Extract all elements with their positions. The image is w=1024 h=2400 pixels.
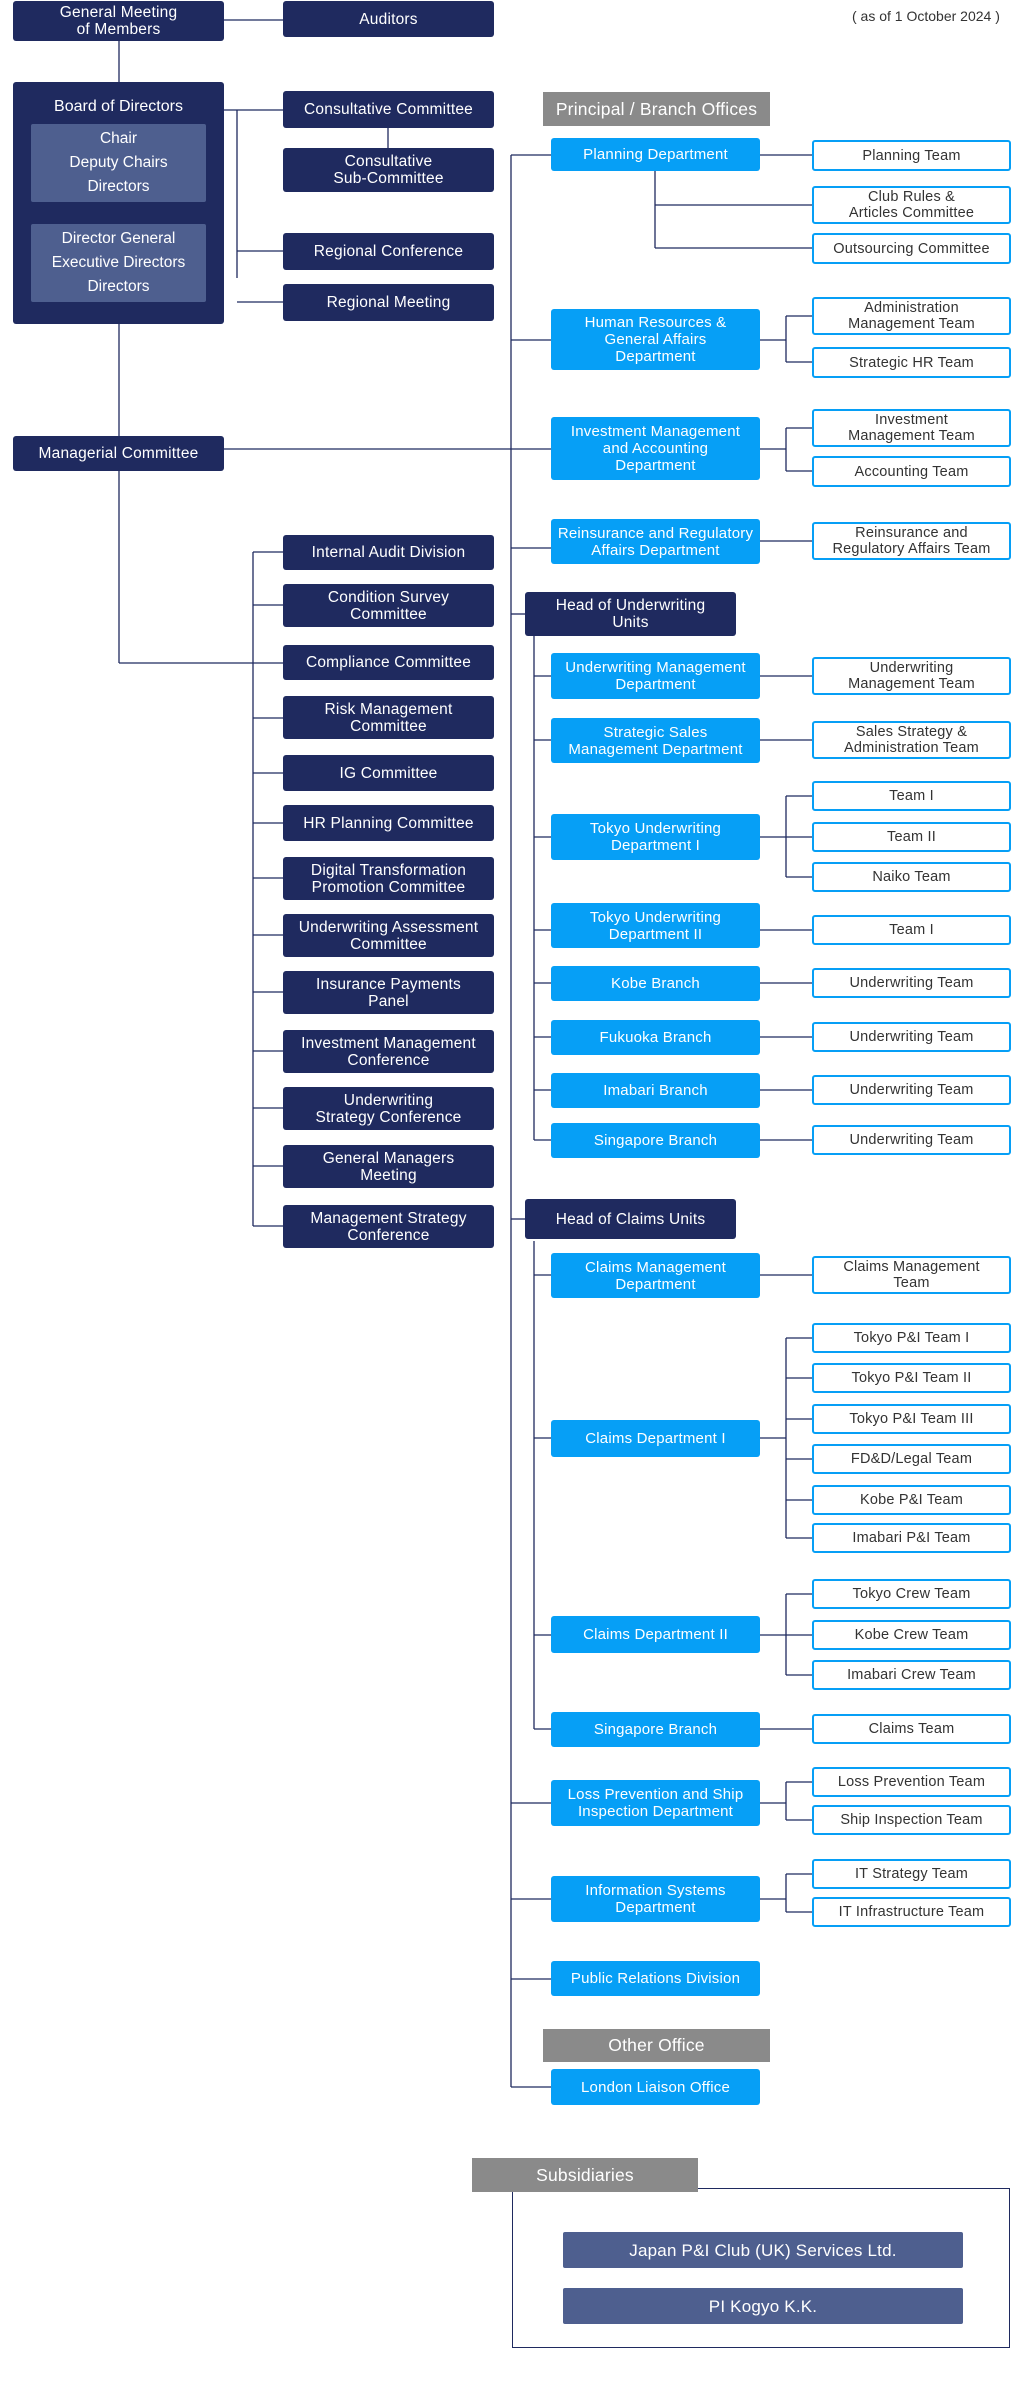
team-box: Loss Prevention Team [812,1767,1011,1797]
left-unit-box: IG Committee [283,755,494,791]
fukuoka-branch-box: Fukuoka Branch [551,1020,760,1055]
as-of-date: ( as of 1 October 2024 ) [852,8,1000,24]
auditors-box: Auditors [283,1,494,37]
team-box: Underwriting Team [812,1075,1011,1105]
team-box: FD&D/Legal Team [812,1444,1011,1474]
managerial-committee-box: Managerial Committee [13,436,224,471]
left-unit-box: Investment Management Conference [283,1030,494,1073]
singapore-branch-claims-box: Singapore Branch [551,1712,760,1747]
team-box: Imabari P&I Team [812,1523,1011,1553]
consultative-committee-box: Consultative Committee [283,91,494,128]
london-liaison-office-box: London Liaison Office [551,2069,760,2105]
left-unit-box: Internal Audit Division [283,535,494,570]
team-box: Investment Management Team [812,409,1011,447]
left-unit-box: Condition Survey Committee [283,584,494,627]
left-unit-box: Insurance Payments Panel [283,971,494,1014]
hr-general-affairs-department-box: Human Resources & General Affairs Department [551,309,760,370]
reinsurance-regulatory-department-box: Reinsurance and Regulatory Affairs Department [551,519,760,564]
strategic-sales-department-box: Strategic Sales Management Department [551,718,760,763]
regional-conference-box: Regional Conference [283,233,494,270]
team-box: Kobe P&I Team [812,1485,1011,1515]
team-box: Sales Strategy & Administration Team [812,721,1011,759]
team-box: Claims Management Team [812,1256,1011,1294]
subsidiaries-frame [512,2188,1010,2348]
team-box: Underwriting Team [812,968,1011,998]
team-box: Imabari Crew Team [812,1660,1011,1690]
left-unit-box: General Managers Meeting [283,1145,494,1188]
team-box: Team II [812,822,1011,852]
left-unit-box: Compliance Committee [283,645,494,680]
team-box: Kobe Crew Team [812,1620,1011,1650]
subsidiary-box: PI Kogyo K.K. [563,2288,963,2324]
executive-members-group: Director General Executive Directors Directors [31,224,206,302]
claims-department-2-box: Claims Department II [551,1616,760,1653]
team-box: Ship Inspection Team [812,1805,1011,1835]
consultative-sub-committee-box: Consultative Sub-Committee [283,148,494,192]
subsidiary-box: Japan P&I Club (UK) Services Ltd. [563,2232,963,2268]
team-box: Strategic HR Team [812,347,1011,378]
other-office-header: Other Office [543,2029,770,2062]
team-box: Underwriting Management Team [812,657,1011,695]
team-box: Claims Team [812,1714,1011,1744]
team-box: Naiko Team [812,862,1011,892]
team-box: Tokyo P&I Team II [812,1363,1011,1393]
board-members-group: Chair Deputy Chairs Directors [31,124,206,202]
team-box: Club Rules & Articles Committee [812,186,1011,224]
left-unit-box: Underwriting Assessment Committee [283,914,494,957]
underwriting-management-department-box: Underwriting Management Department [551,653,760,699]
subsidiaries-header: Subsidiaries [472,2158,698,2192]
left-unit-box: HR Planning Committee [283,805,494,841]
information-systems-department-box: Information Systems Department [551,1876,760,1922]
principal-branch-offices-header: Principal / Branch Offices [543,92,770,126]
team-box: Team I [812,781,1011,811]
team-box: Underwriting Team [812,1022,1011,1052]
team-box: IT Infrastructure Team [812,1897,1011,1927]
team-box: Outsourcing Committee [812,233,1011,264]
tokyo-underwriting-department-1-box: Tokyo Underwriting Department I [551,814,760,860]
investment-accounting-department-box: Investment Management and Accounting Department [551,417,760,480]
board-of-directors-box [13,82,224,324]
head-of-claims-units-box: Head of Claims Units [525,1199,736,1239]
public-relations-division-box: Public Relations Division [551,1961,760,1996]
singapore-branch-underwriting-box: Singapore Branch [551,1123,760,1158]
loss-prevention-department-box: Loss Prevention and Ship Inspection Department [551,1780,760,1826]
tokyo-underwriting-department-2-box: Tokyo Underwriting Department II [551,903,760,948]
team-box: Tokyo P&I Team I [812,1323,1011,1353]
team-box: Team I [812,915,1011,945]
team-box: Accounting Team [812,456,1011,487]
claims-department-1-box: Claims Department I [551,1420,760,1457]
board-title: Board of Directors [54,98,183,115]
team-box: Underwriting Team [812,1125,1011,1155]
left-unit-box: Digital Transformation Promotion Committee [283,857,494,900]
imabari-branch-box: Imabari Branch [551,1073,760,1108]
regional-meeting-box: Regional Meeting [283,284,494,321]
team-box: Administration Management Team [812,297,1011,335]
general-meeting-box: General Meeting of Members [13,1,224,41]
team-box: Reinsurance and Regulatory Affairs Team [812,522,1011,560]
claims-management-department-box: Claims Management Department [551,1253,760,1298]
team-box: Tokyo Crew Team [812,1579,1011,1609]
left-unit-box: Underwriting Strategy Conference [283,1087,494,1130]
left-unit-box: Management Strategy Conference [283,1205,494,1248]
team-box: Planning Team [812,140,1011,171]
left-unit-box: Risk Management Committee [283,696,494,739]
team-box: IT Strategy Team [812,1859,1011,1889]
team-box: Tokyo P&I Team III [812,1404,1011,1434]
kobe-branch-box: Kobe Branch [551,966,760,1001]
head-of-underwriting-units-box: Head of Underwriting Units [525,592,736,636]
planning-department-box: Planning Department [551,138,760,171]
